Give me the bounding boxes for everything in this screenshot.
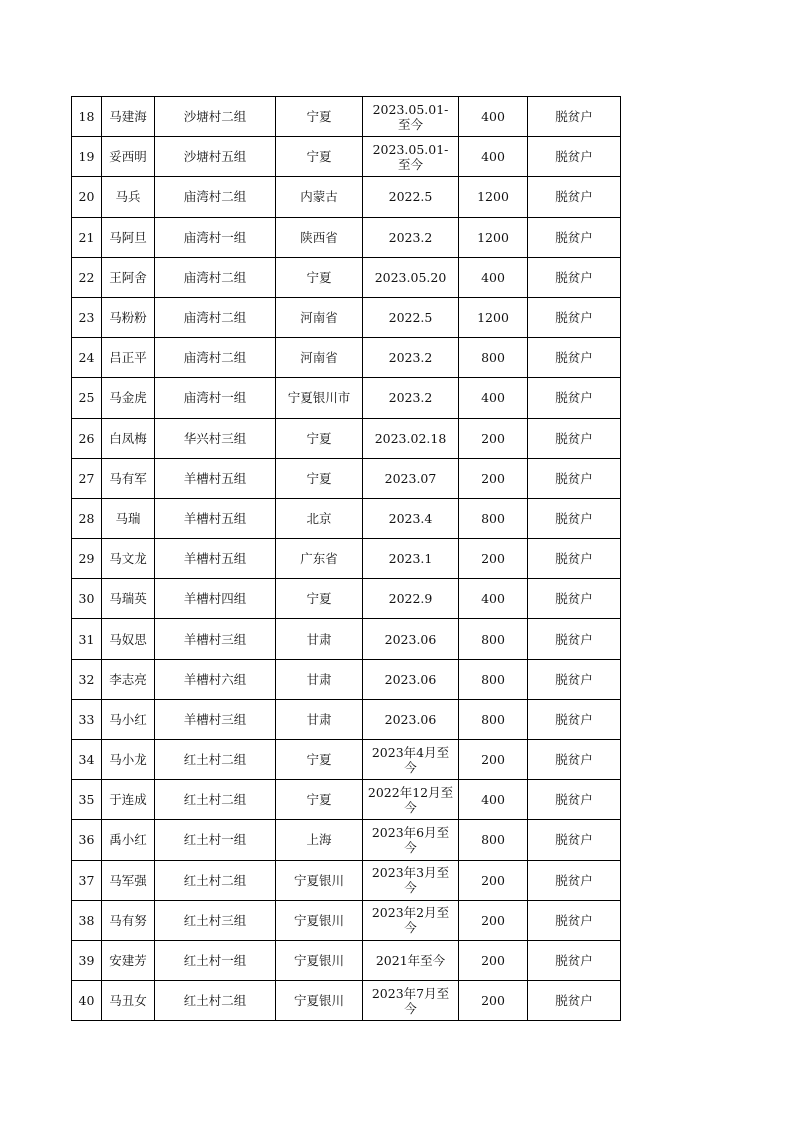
cell-village-group: 庙湾村二组 bbox=[155, 177, 276, 217]
cell-work-time: 2023.06 bbox=[363, 699, 459, 739]
cell-status: 脱贫户 bbox=[528, 659, 621, 699]
cell-destination: 宁夏银川 bbox=[276, 981, 363, 1021]
cell-name: 马文龙 bbox=[102, 539, 155, 579]
cell-income: 800 bbox=[459, 820, 528, 860]
table-row bbox=[72, 338, 621, 378]
cell-number: 18 bbox=[72, 97, 102, 137]
cell-work-time: 2022.5 bbox=[363, 177, 459, 217]
cell-work-time: 2023.02.18 bbox=[363, 418, 459, 458]
cell-status: 脱贫户 bbox=[528, 498, 621, 538]
cell-name: 王阿舍 bbox=[102, 257, 155, 297]
cell-number: 40 bbox=[72, 981, 102, 1021]
cell-destination: 宁夏 bbox=[276, 97, 363, 137]
cell-name: 马建海 bbox=[102, 97, 155, 137]
cell-destination: 宁夏银川 bbox=[276, 860, 363, 900]
cell-status: 脱贫户 bbox=[528, 619, 621, 659]
cell-work-time: 2023.2 bbox=[363, 378, 459, 418]
cell-name: 安建芳 bbox=[102, 940, 155, 980]
cell-status: 脱贫户 bbox=[528, 137, 621, 177]
cell-number: 36 bbox=[72, 820, 102, 860]
table-row bbox=[72, 699, 621, 739]
cell-village-group: 羊槽村四组 bbox=[155, 579, 276, 619]
cell-destination: 宁夏银川 bbox=[276, 900, 363, 940]
cell-village-group: 庙湾村一组 bbox=[155, 378, 276, 418]
cell-name: 马粉粉 bbox=[102, 297, 155, 337]
cell-village-group: 庙湾村二组 bbox=[155, 257, 276, 297]
cell-destination: 宁夏 bbox=[276, 780, 363, 820]
cell-destination: 甘肃 bbox=[276, 699, 363, 739]
cell-name: 马瑞英 bbox=[102, 579, 155, 619]
cell-work-time: 2023.06 bbox=[363, 619, 459, 659]
cell-income: 400 bbox=[459, 579, 528, 619]
cell-name: 马丑女 bbox=[102, 981, 155, 1021]
table-row bbox=[72, 860, 621, 900]
table-row bbox=[72, 659, 621, 699]
cell-name: 吕正平 bbox=[102, 338, 155, 378]
cell-destination: 河南省 bbox=[276, 297, 363, 337]
cell-village-group: 沙塘村五组 bbox=[155, 137, 276, 177]
cell-status: 脱贫户 bbox=[528, 981, 621, 1021]
cell-destination: 宁夏 bbox=[276, 418, 363, 458]
cell-destination: 甘肃 bbox=[276, 659, 363, 699]
cell-status: 脱贫户 bbox=[528, 900, 621, 940]
cell-village-group: 沙塘村二组 bbox=[155, 97, 276, 137]
cell-village-group: 羊槽村三组 bbox=[155, 619, 276, 659]
table-row bbox=[72, 458, 621, 498]
cell-destination: 宁夏 bbox=[276, 579, 363, 619]
cell-work-time: 2023.2 bbox=[363, 338, 459, 378]
cell-income: 400 bbox=[459, 257, 528, 297]
cell-status: 脱贫户 bbox=[528, 458, 621, 498]
cell-name: 于连成 bbox=[102, 780, 155, 820]
cell-number: 34 bbox=[72, 740, 102, 780]
table-row bbox=[72, 981, 621, 1021]
cell-name: 马阿旦 bbox=[102, 217, 155, 257]
cell-income: 400 bbox=[459, 780, 528, 820]
cell-destination: 宁夏 bbox=[276, 137, 363, 177]
cell-number: 38 bbox=[72, 900, 102, 940]
cell-number: 32 bbox=[72, 659, 102, 699]
cell-destination: 广东省 bbox=[276, 539, 363, 579]
cell-work-time: 2023.06 bbox=[363, 659, 459, 699]
cell-income: 800 bbox=[459, 659, 528, 699]
cell-status: 脱贫户 bbox=[528, 177, 621, 217]
cell-work-time: 2023年3月至今 bbox=[363, 860, 459, 900]
cell-name: 马瑞 bbox=[102, 498, 155, 538]
cell-work-time: 2021年至今 bbox=[363, 940, 459, 980]
table-row bbox=[72, 137, 621, 177]
roster-table bbox=[71, 96, 621, 1021]
cell-work-time: 2022.5 bbox=[363, 297, 459, 337]
cell-destination: 陕西省 bbox=[276, 217, 363, 257]
cell-income: 200 bbox=[459, 900, 528, 940]
cell-village-group: 羊槽村五组 bbox=[155, 498, 276, 538]
table-row bbox=[72, 539, 621, 579]
cell-number: 28 bbox=[72, 498, 102, 538]
cell-destination: 甘肃 bbox=[276, 619, 363, 659]
cell-name: 马军强 bbox=[102, 860, 155, 900]
cell-status: 脱贫户 bbox=[528, 539, 621, 579]
cell-income: 200 bbox=[459, 539, 528, 579]
cell-work-time: 2023.05.20 bbox=[363, 257, 459, 297]
cell-income: 200 bbox=[459, 418, 528, 458]
table-row bbox=[72, 217, 621, 257]
cell-destination: 宁夏 bbox=[276, 740, 363, 780]
cell-work-time: 2023.2 bbox=[363, 217, 459, 257]
cell-work-time: 2023年2月至今 bbox=[363, 900, 459, 940]
table-row bbox=[72, 619, 621, 659]
table-row bbox=[72, 820, 621, 860]
cell-number: 22 bbox=[72, 257, 102, 297]
cell-number: 35 bbox=[72, 780, 102, 820]
cell-income: 200 bbox=[459, 981, 528, 1021]
cell-work-time: 2023.07 bbox=[363, 458, 459, 498]
cell-destination: 宁夏 bbox=[276, 257, 363, 297]
cell-village-group: 庙湾村二组 bbox=[155, 297, 276, 337]
table-row bbox=[72, 297, 621, 337]
cell-income: 800 bbox=[459, 338, 528, 378]
cell-number: 39 bbox=[72, 940, 102, 980]
table-row bbox=[72, 177, 621, 217]
table-row bbox=[72, 498, 621, 538]
cell-status: 脱贫户 bbox=[528, 780, 621, 820]
cell-work-time: 2023.05.01-至今 bbox=[363, 97, 459, 137]
cell-village-group: 羊槽村五组 bbox=[155, 458, 276, 498]
cell-number: 26 bbox=[72, 418, 102, 458]
cell-number: 30 bbox=[72, 579, 102, 619]
cell-destination: 北京 bbox=[276, 498, 363, 538]
cell-number: 19 bbox=[72, 137, 102, 177]
table-row bbox=[72, 418, 621, 458]
cell-name: 马奴思 bbox=[102, 619, 155, 659]
cell-status: 脱贫户 bbox=[528, 579, 621, 619]
cell-number: 20 bbox=[72, 177, 102, 217]
cell-income: 400 bbox=[459, 137, 528, 177]
cell-status: 脱贫户 bbox=[528, 940, 621, 980]
cell-village-group: 红土村二组 bbox=[155, 780, 276, 820]
cell-income: 200 bbox=[459, 740, 528, 780]
cell-income: 200 bbox=[459, 860, 528, 900]
cell-name: 马小红 bbox=[102, 699, 155, 739]
cell-work-time: 2023年7月至今 bbox=[363, 981, 459, 1021]
cell-destination: 河南省 bbox=[276, 338, 363, 378]
cell-income: 1200 bbox=[459, 217, 528, 257]
cell-status: 脱贫户 bbox=[528, 378, 621, 418]
cell-name: 马有军 bbox=[102, 458, 155, 498]
cell-number: 24 bbox=[72, 338, 102, 378]
cell-income: 800 bbox=[459, 699, 528, 739]
cell-income: 800 bbox=[459, 619, 528, 659]
cell-village-group: 红土村一组 bbox=[155, 940, 276, 980]
table-row bbox=[72, 97, 621, 137]
cell-destination: 内蒙古 bbox=[276, 177, 363, 217]
cell-number: 33 bbox=[72, 699, 102, 739]
cell-work-time: 2022年12月至今 bbox=[363, 780, 459, 820]
cell-status: 脱贫户 bbox=[528, 97, 621, 137]
table-row bbox=[72, 257, 621, 297]
cell-status: 脱贫户 bbox=[528, 338, 621, 378]
cell-work-time: 2023.05.01-至今 bbox=[363, 137, 459, 177]
cell-status: 脱贫户 bbox=[528, 297, 621, 337]
cell-destination: 上海 bbox=[276, 820, 363, 860]
cell-work-time: 2022.9 bbox=[363, 579, 459, 619]
table-row bbox=[72, 940, 621, 980]
cell-village-group: 庙湾村一组 bbox=[155, 217, 276, 257]
cell-name: 李志亮 bbox=[102, 659, 155, 699]
cell-village-group: 华兴村三组 bbox=[155, 418, 276, 458]
cell-name: 马小龙 bbox=[102, 740, 155, 780]
table-row bbox=[72, 780, 621, 820]
cell-name: 马兵 bbox=[102, 177, 155, 217]
cell-income: 1200 bbox=[459, 177, 528, 217]
table-row bbox=[72, 900, 621, 940]
cell-number: 37 bbox=[72, 860, 102, 900]
cell-income: 400 bbox=[459, 97, 528, 137]
roster-table-body bbox=[72, 97, 621, 1021]
cell-village-group: 红土村三组 bbox=[155, 900, 276, 940]
cell-status: 脱贫户 bbox=[528, 740, 621, 780]
cell-status: 脱贫户 bbox=[528, 820, 621, 860]
cell-income: 800 bbox=[459, 498, 528, 538]
cell-work-time: 2023.4 bbox=[363, 498, 459, 538]
cell-status: 脱贫户 bbox=[528, 699, 621, 739]
cell-village-group: 羊槽村六组 bbox=[155, 659, 276, 699]
cell-number: 27 bbox=[72, 458, 102, 498]
cell-number: 25 bbox=[72, 378, 102, 418]
cell-village-group: 红土村二组 bbox=[155, 860, 276, 900]
cell-status: 脱贫户 bbox=[528, 860, 621, 900]
cell-village-group: 庙湾村二组 bbox=[155, 338, 276, 378]
cell-income: 1200 bbox=[459, 297, 528, 337]
cell-work-time: 2023年6月至今 bbox=[363, 820, 459, 860]
cell-name: 白凤梅 bbox=[102, 418, 155, 458]
cell-destination: 宁夏银川市 bbox=[276, 378, 363, 418]
cell-destination: 宁夏 bbox=[276, 458, 363, 498]
cell-name: 禹小红 bbox=[102, 820, 155, 860]
table-row bbox=[72, 378, 621, 418]
cell-income: 400 bbox=[459, 378, 528, 418]
cell-income: 200 bbox=[459, 940, 528, 980]
table-row bbox=[72, 579, 621, 619]
cell-village-group: 红土村二组 bbox=[155, 981, 276, 1021]
cell-number: 29 bbox=[72, 539, 102, 579]
cell-destination: 宁夏银川 bbox=[276, 940, 363, 980]
cell-village-group: 红土村二组 bbox=[155, 740, 276, 780]
cell-village-group: 羊槽村五组 bbox=[155, 539, 276, 579]
cell-number: 31 bbox=[72, 619, 102, 659]
cell-name: 马金虎 bbox=[102, 378, 155, 418]
cell-status: 脱贫户 bbox=[528, 418, 621, 458]
cell-work-time: 2023.1 bbox=[363, 539, 459, 579]
cell-number: 23 bbox=[72, 297, 102, 337]
cell-name: 妥西明 bbox=[102, 137, 155, 177]
cell-work-time: 2023年4月至今 bbox=[363, 740, 459, 780]
cell-village-group: 羊槽村三组 bbox=[155, 699, 276, 739]
table-row bbox=[72, 740, 621, 780]
cell-income: 200 bbox=[459, 458, 528, 498]
cell-status: 脱贫户 bbox=[528, 217, 621, 257]
cell-status: 脱贫户 bbox=[528, 257, 621, 297]
cell-name: 马有努 bbox=[102, 900, 155, 940]
cell-number: 21 bbox=[72, 217, 102, 257]
cell-village-group: 红土村一组 bbox=[155, 820, 276, 860]
